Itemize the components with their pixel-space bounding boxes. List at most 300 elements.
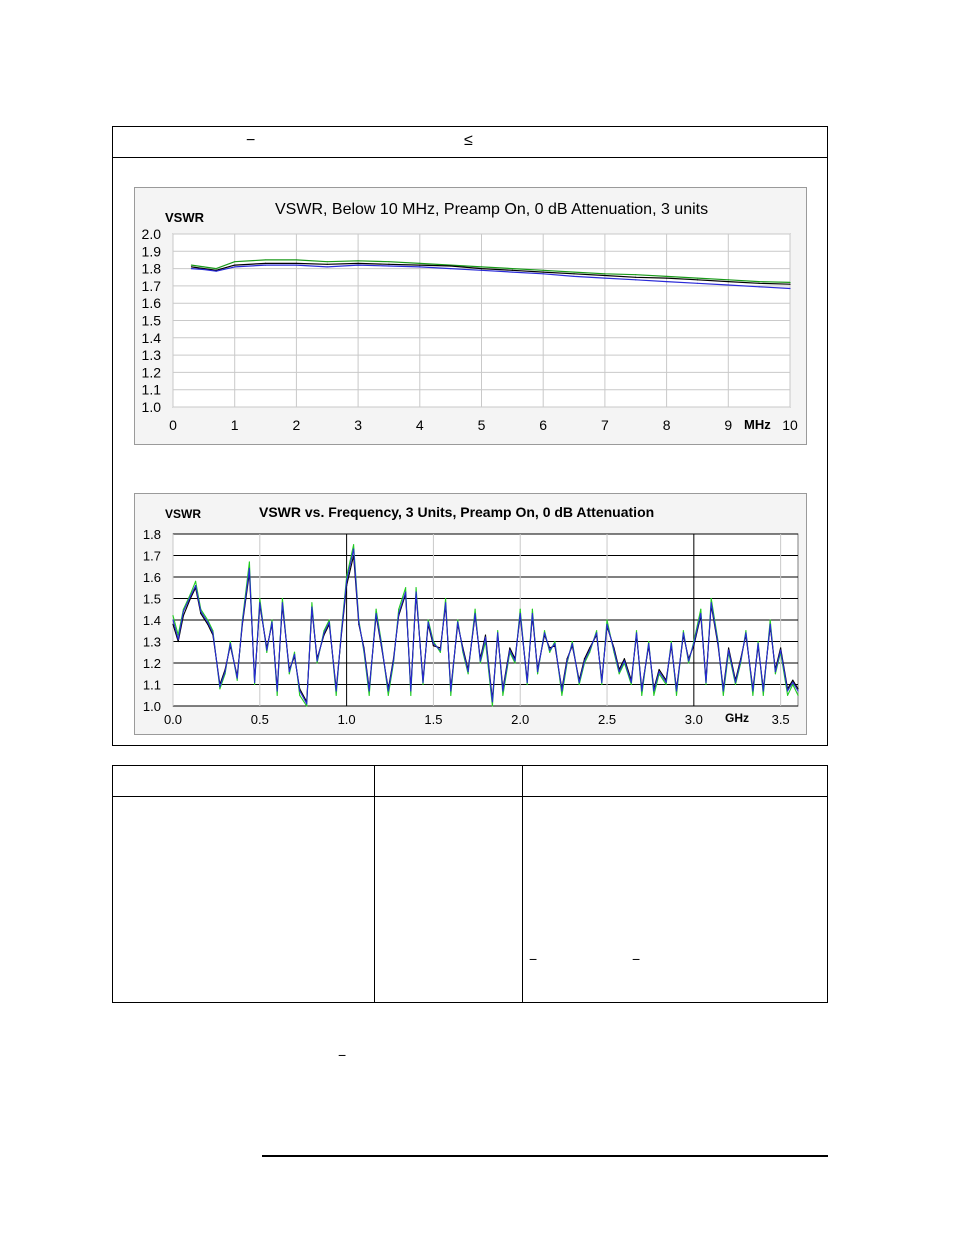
body-minus-symbol: − [338, 1047, 347, 1063]
data-point [195, 585, 196, 586]
data-point [636, 632, 637, 633]
data-point [327, 261, 328, 262]
data-point [294, 652, 295, 653]
data-point [759, 286, 760, 287]
data-point [596, 630, 597, 631]
data-point [697, 278, 698, 279]
y-tick-label: 1.9 [141, 243, 161, 260]
y-tick-label: 1.8 [141, 260, 161, 277]
data-point [589, 650, 590, 651]
data-point [388, 264, 389, 265]
data-point [666, 276, 667, 277]
data-point [341, 632, 342, 633]
data-point [711, 598, 712, 599]
data-point [745, 632, 746, 633]
data-point [728, 647, 729, 648]
data-point [277, 690, 278, 691]
data-point [606, 619, 607, 620]
data-point [237, 680, 238, 681]
data-point [666, 281, 667, 282]
data-point [544, 630, 545, 631]
data-point [249, 561, 250, 562]
data-point [249, 568, 250, 569]
data-point [316, 660, 317, 661]
data-point [419, 263, 420, 264]
data-point [474, 613, 475, 614]
y-tick-label: 1.6 [142, 570, 161, 585]
x-tick-label: 9 [724, 417, 733, 433]
data-point [573, 271, 574, 272]
data-point [735, 682, 736, 683]
x-tick-label: 2 [292, 417, 301, 433]
spec-table-column-divider-2 [522, 765, 523, 1003]
data-point [405, 587, 406, 588]
data-point [792, 682, 793, 683]
data-point [329, 619, 330, 620]
data-point [683, 632, 684, 633]
data-point [757, 643, 758, 644]
data-point [191, 266, 192, 267]
spec-table-column-divider-1 [374, 765, 375, 1003]
chart-title: VSWR, Below 10 MHz, Preamp On, 0 dB Attenuation, 3 units [275, 201, 709, 218]
data-point [757, 641, 758, 642]
data-point [763, 690, 764, 691]
data-point [376, 613, 377, 614]
data-point [512, 270, 513, 271]
data-point [306, 703, 307, 704]
data-point [299, 690, 300, 691]
y-tick-label: 1.3 [142, 634, 161, 650]
x-tick-label: 0.0 [163, 712, 183, 727]
data-point [480, 660, 481, 661]
y-tick-label: 1.4 [141, 329, 161, 346]
data-point [770, 619, 771, 620]
y-tick-label: 1.2 [142, 656, 161, 671]
data-point [296, 263, 297, 264]
data-point [653, 695, 654, 696]
data-point [502, 695, 503, 696]
data-point [410, 690, 411, 691]
data-point [700, 609, 701, 610]
data-point [398, 613, 399, 614]
data-point [271, 622, 272, 623]
data-point [234, 265, 235, 266]
data-point [797, 690, 798, 691]
data-point [705, 684, 706, 685]
data-point [537, 671, 538, 672]
data-point [296, 265, 297, 266]
data-point [697, 279, 698, 280]
data-point [787, 690, 788, 691]
data-point [440, 652, 441, 653]
data-point [271, 619, 272, 620]
data-point [358, 622, 359, 623]
x-tick-label: 3.5 [771, 712, 790, 727]
data-point [433, 643, 434, 644]
data-point [388, 265, 389, 266]
x-tick-label: 3.0 [684, 712, 703, 727]
data-point [183, 611, 184, 612]
header-le-symbol: ≤ [464, 132, 473, 149]
data-point [752, 695, 753, 696]
data-point [282, 602, 283, 603]
data-point [659, 671, 660, 672]
data-point [572, 643, 573, 644]
data-point [203, 266, 204, 267]
data-point [775, 671, 776, 672]
data-point [388, 690, 389, 691]
x-tick-label: 6 [539, 417, 548, 433]
data-point [450, 690, 451, 691]
data-point [450, 695, 451, 696]
data-point [728, 279, 729, 280]
data-point [636, 630, 637, 631]
data-point [254, 684, 255, 685]
y-tick-label: 1.1 [142, 677, 161, 693]
data-point [369, 690, 370, 691]
data-point [230, 643, 231, 644]
data-point [474, 609, 475, 610]
data-point [410, 695, 411, 696]
data-point [780, 650, 781, 651]
data-point [711, 602, 712, 603]
y-axis-label: VSWR [165, 210, 204, 225]
data-point [648, 641, 649, 642]
header-minus-symbol: − [246, 132, 256, 149]
y-tick-label: 1.3 [141, 347, 161, 364]
data-point [527, 684, 528, 685]
y-tick-label: 1.7 [142, 548, 161, 564]
y-tick-label: 1.5 [141, 312, 161, 329]
y-tick-label: 1.4 [142, 613, 161, 628]
data-point [671, 641, 672, 642]
data-point [329, 622, 330, 623]
data-point [596, 632, 597, 633]
data-point [497, 630, 498, 631]
data-point [405, 591, 406, 592]
data-point [554, 643, 555, 644]
data-point [566, 660, 567, 661]
data-point [191, 268, 192, 269]
data-point [624, 658, 625, 659]
footer-rule [262, 1155, 828, 1157]
x-tick-label: 1.0 [337, 712, 356, 727]
data-point [234, 261, 235, 262]
x-axis-label: MHz [744, 417, 771, 432]
data-point [561, 695, 562, 696]
data-point [497, 632, 498, 633]
data-point [358, 265, 359, 266]
data-point [700, 613, 701, 614]
data-point [641, 690, 642, 691]
data-point [468, 671, 469, 672]
data-point [549, 650, 550, 651]
data-point [514, 660, 515, 661]
data-point [520, 613, 521, 614]
data-point [381, 643, 382, 644]
data-point [584, 660, 585, 661]
data-point [393, 660, 394, 661]
y-tick-label: 1.2 [141, 364, 161, 381]
data-point [358, 263, 359, 264]
data-point [665, 682, 666, 683]
x-tick-label: 7 [601, 417, 609, 433]
data-point [514, 662, 515, 663]
data-point [573, 273, 574, 274]
data-point [306, 705, 307, 706]
data-point [549, 652, 550, 653]
data-point [353, 548, 354, 549]
x-tick-label: 4 [415, 417, 424, 433]
data-point [219, 686, 220, 687]
data-point [659, 669, 660, 670]
data-point [683, 630, 684, 631]
x-tick-label: 3 [354, 417, 362, 433]
data-point [532, 613, 533, 614]
x-tick-label: 0 [169, 417, 177, 433]
data-point [462, 650, 463, 651]
x-tick-label: 0.5 [250, 712, 269, 727]
data-point [604, 275, 605, 276]
data-point [216, 271, 217, 272]
data-point [509, 647, 510, 648]
data-point [759, 281, 760, 282]
data-point [789, 282, 790, 283]
data-point [422, 684, 423, 685]
data-point [294, 654, 295, 655]
data-point [422, 682, 423, 683]
data-point [509, 650, 510, 651]
data-point [346, 581, 347, 582]
data-point [735, 684, 736, 685]
data-point [604, 273, 605, 274]
data-point [648, 643, 649, 644]
data-point [601, 684, 602, 685]
y-tick-label: 1.1 [141, 381, 161, 398]
data-point [543, 271, 544, 272]
y-tick-label: 1.5 [142, 591, 161, 607]
x-tick-label: 10 [782, 417, 798, 433]
data-point [481, 268, 482, 269]
data-point [512, 268, 513, 269]
data-point [502, 690, 503, 691]
data-point [641, 695, 642, 696]
data-point [316, 662, 317, 663]
data-point [398, 609, 399, 610]
data-point [457, 619, 458, 620]
x-tick-label: 2.5 [597, 712, 617, 727]
data-point [200, 611, 201, 612]
data-point [172, 624, 173, 625]
data-point [480, 662, 481, 663]
data-point [728, 284, 729, 285]
data-point [770, 624, 771, 625]
data-point [520, 609, 521, 610]
data-point [369, 695, 370, 696]
data-point [527, 682, 528, 683]
data-point [428, 622, 429, 623]
data-point [259, 602, 260, 603]
x-tick-label: 8 [662, 417, 671, 433]
data-point [579, 682, 580, 683]
data-point [561, 690, 562, 691]
data-point [697, 283, 698, 284]
data-point [631, 684, 632, 685]
data-point [579, 684, 580, 685]
table-minus-symbol-a: − [529, 951, 538, 967]
data-point [207, 622, 208, 623]
data-point [282, 598, 283, 599]
x-tick-label: 5 [477, 417, 486, 433]
data-point [388, 695, 389, 696]
data-point [665, 684, 666, 685]
data-point [336, 695, 337, 696]
data-point [752, 690, 753, 691]
chart-vs-frequency-svg [135, 494, 808, 736]
data-point [415, 591, 416, 592]
data-point [415, 587, 416, 588]
chart-below-10mhz [134, 187, 807, 445]
data-point [723, 695, 724, 696]
data-point [688, 660, 689, 661]
data-point [481, 266, 482, 267]
data-point [353, 544, 354, 545]
spec-table-header-row [112, 765, 828, 797]
data-point [671, 643, 672, 644]
data-point [481, 270, 482, 271]
data-point [635, 277, 636, 278]
data-point [259, 598, 260, 599]
data-point [789, 288, 790, 289]
data-point [237, 677, 238, 678]
data-point [780, 647, 781, 648]
spec-table [112, 765, 828, 1003]
data-point [363, 650, 364, 651]
data-point [311, 607, 312, 608]
data-point [216, 268, 217, 269]
data-point [676, 690, 677, 691]
data-point [728, 281, 729, 282]
data-point [544, 632, 545, 633]
data-point [624, 660, 625, 661]
data-point [265, 265, 266, 266]
data-point [224, 671, 225, 672]
data-point [693, 643, 694, 644]
data-point [450, 265, 451, 266]
data-point [619, 671, 620, 672]
data-point [172, 615, 173, 616]
y-tick-label: 1.6 [141, 295, 161, 312]
data-point [327, 264, 328, 265]
data-point [265, 263, 266, 264]
data-point [653, 690, 654, 691]
data-point [492, 705, 493, 706]
data-point [485, 634, 486, 635]
data-point [277, 695, 278, 696]
data-point [190, 596, 191, 597]
data-point [532, 609, 533, 610]
data-point [289, 671, 290, 672]
data-point [619, 673, 620, 674]
y-tick-label: 2.0 [141, 226, 161, 242]
y-tick-label: 1.0 [142, 699, 161, 714]
data-point [666, 278, 667, 279]
data-point [789, 284, 790, 285]
data-point [601, 682, 602, 683]
data-point [266, 650, 267, 651]
data-point [266, 652, 267, 653]
data-point [203, 269, 204, 270]
data-point [376, 609, 377, 610]
data-point [428, 619, 429, 620]
data-point [178, 641, 179, 642]
data-point [419, 266, 420, 267]
data-point [445, 598, 446, 599]
data-point [296, 259, 297, 260]
chart-vs-frequency [134, 493, 807, 735]
data-point [172, 619, 173, 620]
data-point [775, 673, 776, 674]
data-point [759, 283, 760, 284]
data-point [336, 690, 337, 691]
data-point [631, 682, 632, 683]
figure-header-row [112, 126, 828, 158]
data-point [792, 680, 793, 681]
data-point [492, 701, 493, 702]
table-minus-symbol-b: − [632, 951, 641, 967]
data-point [705, 682, 706, 683]
data-point [358, 260, 359, 261]
y-axis-label: VSWR [165, 507, 201, 521]
data-point [254, 682, 255, 683]
data-point [419, 265, 420, 266]
data-point [265, 259, 266, 260]
x-tick-label: 2.0 [511, 712, 530, 727]
y-tick-label: 1.8 [142, 527, 161, 542]
data-point [688, 662, 689, 663]
data-point [572, 641, 573, 642]
data-point [718, 643, 719, 644]
data-point [554, 641, 555, 642]
data-point [178, 639, 179, 640]
data-point [740, 660, 741, 661]
data-point [440, 650, 441, 651]
data-point [745, 630, 746, 631]
x-tick-label: 1.5 [424, 712, 443, 727]
data-point [457, 622, 458, 623]
data-point [787, 695, 788, 696]
data-point [242, 622, 243, 623]
data-point [388, 261, 389, 262]
data-point [450, 268, 451, 269]
data-point [792, 684, 793, 685]
data-point [311, 602, 312, 603]
data-point [323, 632, 324, 633]
data-point [230, 641, 231, 642]
data-point [289, 673, 290, 674]
data-point [676, 695, 677, 696]
data-point [327, 266, 328, 267]
data-point [234, 266, 235, 267]
data-point [635, 279, 636, 280]
x-axis-label: GHz [725, 711, 749, 725]
y-tick-label: 1.0 [141, 399, 161, 415]
x-tick-label: 1 [230, 417, 239, 433]
data-point [635, 274, 636, 275]
data-point [797, 695, 798, 696]
data-point [445, 602, 446, 603]
data-point [543, 270, 544, 271]
